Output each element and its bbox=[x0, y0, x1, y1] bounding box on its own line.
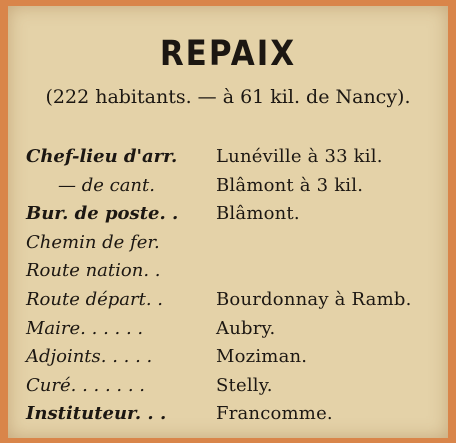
table-row bbox=[26, 346, 446, 375]
row-value: Blâmont. bbox=[216, 203, 300, 225]
row-label: Curé. . . . . . . bbox=[26, 374, 146, 396]
row-label: Adjoints. . . . . bbox=[26, 346, 153, 368]
table-row bbox=[26, 318, 446, 347]
page-subtitle: (222 habitants. — à 61 kil. de Nancy). bbox=[45, 86, 411, 108]
info-table bbox=[26, 146, 446, 432]
row-value: Stelly. bbox=[216, 374, 273, 396]
table-row bbox=[26, 175, 446, 204]
row-label: Chef-lieu d'arr. bbox=[26, 146, 178, 167]
row-value: Blâmont à 3 kil. bbox=[216, 174, 364, 196]
row-label: Route départ. . bbox=[26, 288, 164, 310]
table-row bbox=[26, 203, 446, 232]
row-label: Chemin de fer. bbox=[26, 231, 160, 253]
row-value: Moziman. bbox=[216, 346, 308, 368]
table-row bbox=[26, 146, 446, 175]
row-value: Lunéville à 33 kil. bbox=[216, 146, 383, 167]
row-label: Maire. . . . . . bbox=[26, 317, 144, 339]
document-page bbox=[8, 6, 448, 438]
table-row bbox=[26, 375, 446, 404]
row-value: Aubry. bbox=[216, 317, 276, 339]
row-label: Bur. de poste. . bbox=[26, 203, 179, 225]
row-value: Bourdonnay à Ramb. bbox=[216, 288, 412, 310]
table-row bbox=[26, 289, 446, 318]
row-label: — de cant. bbox=[58, 174, 155, 196]
table-row bbox=[26, 403, 446, 432]
row-value: Francomme. bbox=[216, 403, 333, 425]
row-label: Route nation. . bbox=[26, 260, 161, 282]
table-row bbox=[26, 260, 446, 289]
row-label: Instituteur. . . bbox=[26, 403, 167, 425]
page-title: REPAIX bbox=[159, 33, 297, 75]
table-row bbox=[26, 232, 446, 261]
